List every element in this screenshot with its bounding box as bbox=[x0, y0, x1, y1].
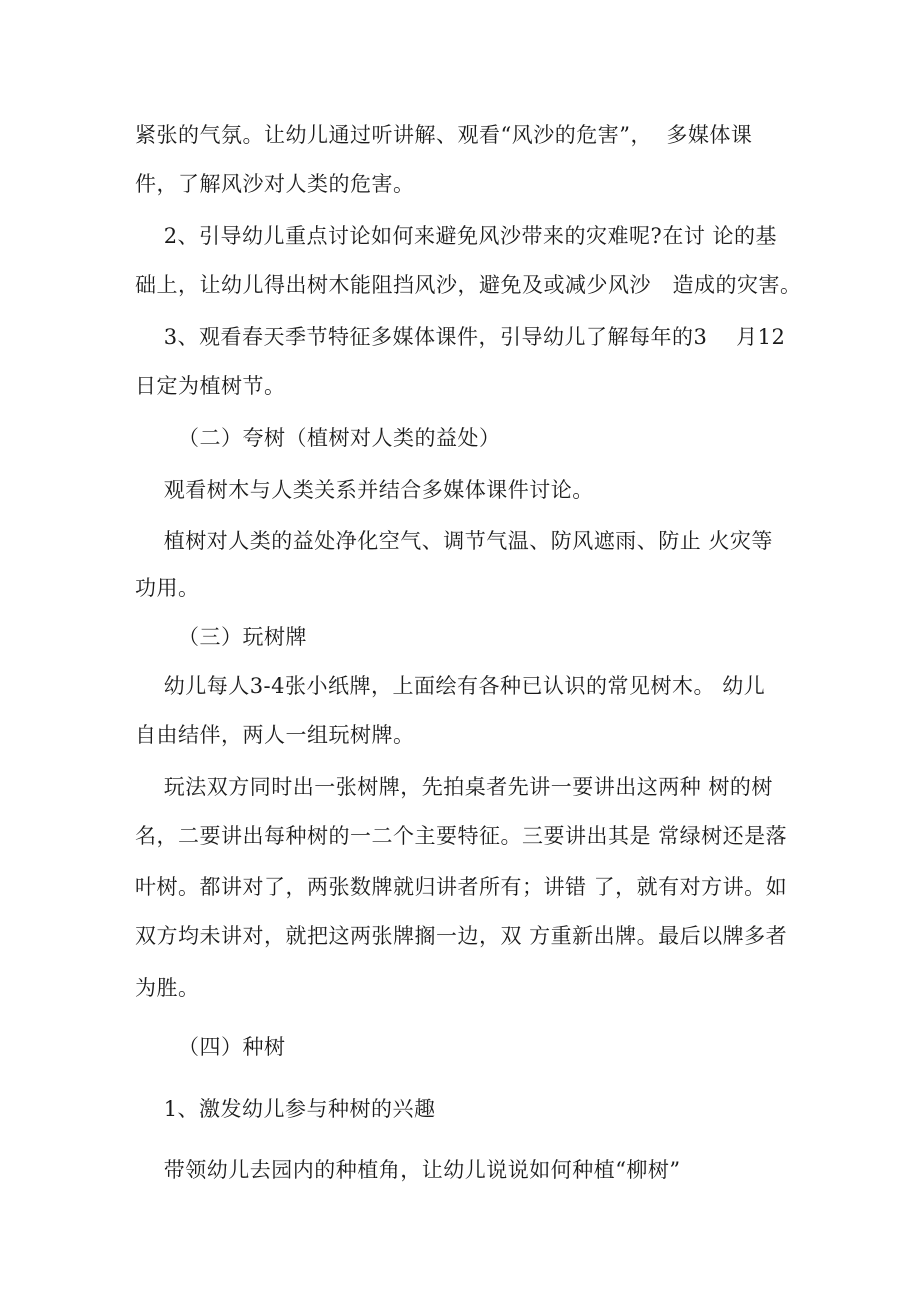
text-line: 件，了解风沙对人类的危害。 bbox=[135, 172, 415, 196]
text-line: 础上，让幼儿得出树木能阻挡风沙，避免及或减少风沙 造成的灾害。 bbox=[135, 273, 802, 297]
text-line: 日定为植树节。 bbox=[135, 374, 286, 398]
text-line: 功用。 bbox=[135, 576, 200, 600]
text-line: 幼儿每人3-4张小纸牌，上面绘有各种已认识的常见树木。 幼儿 bbox=[135, 674, 766, 698]
text-line: 观看树木与人类关系并结合多媒体课件讨论。 bbox=[135, 478, 594, 502]
text-line: 名，二要讲出每种树的一二个主要特征。三要讲出其是 常绿树还是落 bbox=[135, 824, 788, 848]
text-line: 植树对人类的益处净化空气、调节气温、防风遮雨、防止 火灾等 bbox=[135, 529, 773, 553]
text-line: 玩法双方同时出一张树牌，先拍桌者先讲一要讲出这两种 树的树 bbox=[135, 775, 773, 799]
section-heading: （二）夸树（植树对人类的益处） bbox=[135, 426, 501, 450]
text-line: 带领幼儿去园内的种植角，让幼儿说说如何种植“柳树” bbox=[135, 1158, 681, 1182]
text-line: 叶树。都讲对了，两张数牌就归讲者所有；讲错 了，就有对方讲。如 bbox=[135, 875, 788, 899]
text-line: 紧张的气氛。让幼儿通过听讲解、观看“风沙的危害”， 多媒体课 bbox=[135, 123, 753, 147]
section-heading: （三）玩树牌 bbox=[135, 625, 308, 649]
text-line: 自由结伴，两人一组玩树牌。 bbox=[135, 723, 415, 747]
text-line: 3、观看春天季节特征多媒体课件，引导幼儿了解每年的3 月12 bbox=[135, 325, 786, 349]
text-line: 为胜。 bbox=[135, 976, 200, 1000]
text-line: 2、引导幼儿重点讨论如何来避免风沙带来的灾难呢?在讨 论的基 bbox=[135, 224, 777, 248]
text-line: 双方均未讲对，就把这两张牌搁一边，双 方重新出牌。最后以牌多者 bbox=[135, 924, 788, 948]
section-heading: （四）种树 bbox=[135, 1035, 286, 1059]
text-line: 1、激发幼儿参与种树的兴趣 bbox=[135, 1097, 436, 1121]
